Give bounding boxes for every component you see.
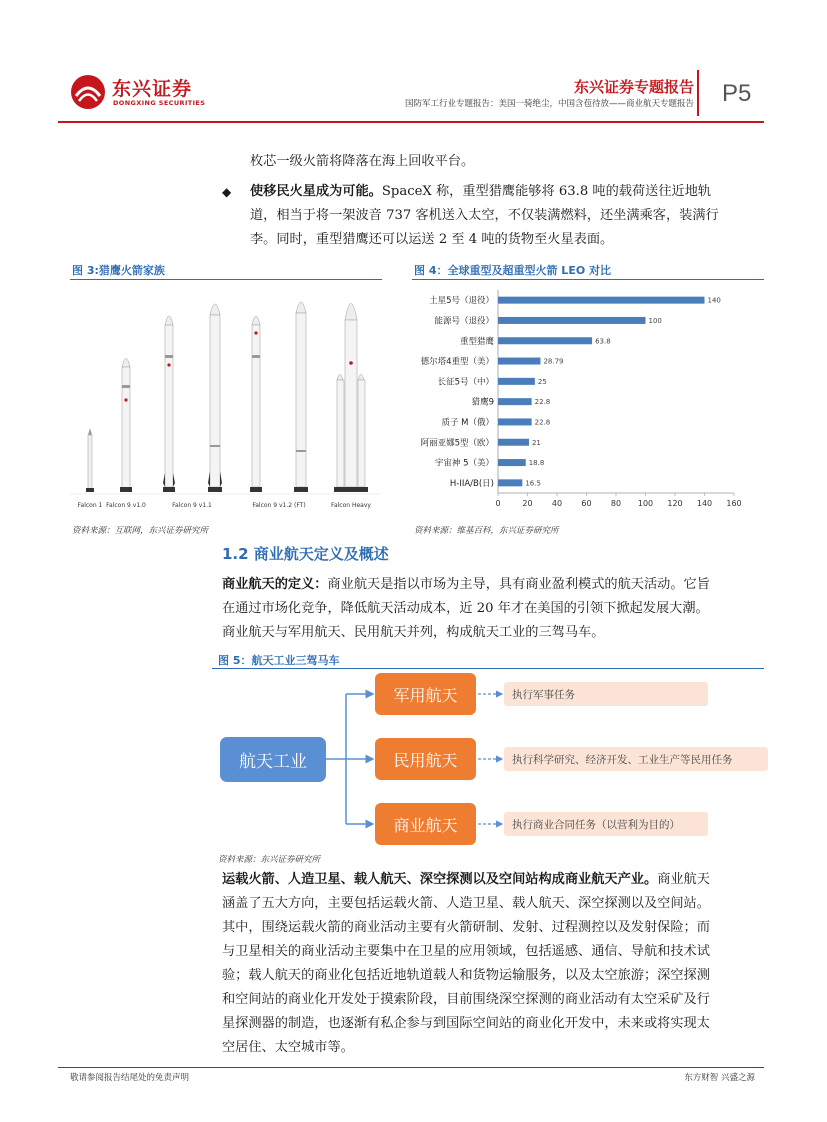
figure4-source: 资料来源：维基百科，东兴证券研究所	[414, 526, 559, 536]
leo-bar	[498, 398, 532, 405]
bar-value-label: 21	[531, 438, 541, 447]
industry-text-1: 商业航天	[657, 872, 710, 887]
x-tick-label: 60	[581, 499, 592, 508]
falcon-family-illustration	[70, 285, 380, 517]
figure5-caption-rule	[212, 668, 764, 669]
aerospace-industry-box: 航天工业	[220, 737, 326, 782]
leo-bar	[498, 317, 646, 324]
x-tick-label: 0	[495, 499, 501, 508]
bar-value-label: 63.8	[595, 337, 611, 346]
category-label: 重型猎鹰	[459, 336, 494, 347]
leo-bar	[498, 479, 522, 486]
x-tick-label: 120	[667, 499, 683, 508]
falcon9-v11-rocket-icon	[163, 304, 222, 492]
company-logo	[70, 72, 300, 122]
commercial-task-desc: 执行商业合同任务（以营利为目的）	[504, 812, 708, 836]
leo-bar-chart	[412, 284, 764, 516]
rocket-label: Falcon Heavy	[331, 502, 371, 509]
definition-line-1	[222, 573, 710, 597]
bullet-line-1	[250, 180, 711, 204]
bar-value-label: 25	[537, 377, 547, 386]
leo-bar	[498, 439, 529, 446]
figure5-caption: 图 5：航天工业三驾马车	[218, 654, 340, 667]
leo-bar	[498, 418, 532, 425]
footer-slogan: 东方财智 兴盛之源	[684, 1073, 755, 1083]
industry-bold: 运载火箭、人造卫星、载人航天、深空探测以及空间站构成商业航天产业。	[222, 872, 658, 887]
category-label: 阿丽亚娜5型（欧）	[420, 438, 494, 449]
bar-value-label: 100	[648, 316, 662, 325]
figure4-caption: 图 4：全球重型及超重型火箭 LEO 对比	[414, 264, 612, 277]
bar-value-label: 22.8	[534, 418, 551, 427]
industry-line-8: 空居住、太空城市等。	[222, 1040, 354, 1055]
logo-text-en: DONGXING SECURITIES	[113, 99, 206, 107]
leo-bar	[498, 378, 535, 385]
intro-line: 枚芯一级火箭将降落在海上回收平台。	[250, 154, 475, 169]
logo-text-cn: 东兴证券	[112, 78, 193, 100]
category-label: 猎鹰9	[471, 397, 494, 408]
report-subtitle: 国防军工行业专题报告：美国一骑绝尘，中国含苞待放——商业航天专题报告	[404, 99, 694, 109]
rocket-label: Falcon 9 v1.1	[172, 502, 212, 509]
x-tick-label: 100	[637, 499, 654, 508]
industry-line-5: 验；载人航天的商业化包括近地轨道载人和货物运输服务，以及太空旅游；深空探测	[222, 968, 710, 983]
industry-line-4: 与卫星相关的商业活动主要集中在卫星的应用领域，包括遥感、通信、导航和技术试	[222, 944, 710, 959]
category-label: 宇宙神 5（美）	[434, 458, 494, 469]
bullet-diamond-icon: ◆	[222, 185, 232, 199]
leo-bar	[498, 358, 540, 365]
industry-line-7: 星探测器的制造，也逐渐有私企参与到国际空间站的商业化开发中，未来或将实现太	[222, 1016, 710, 1031]
bar-value-label: 140	[707, 296, 721, 305]
bar-value-label: 22.8	[534, 398, 551, 407]
bullet-line-2: 道，相当于将一架波音 737 客机送入太空，不仅装满燃料，还坐满乘客，装满行	[250, 208, 719, 223]
x-tick-label: 20	[522, 499, 533, 508]
bar-value-label: 16.5	[525, 479, 541, 488]
leo-bar	[498, 459, 526, 466]
figure3-caption: 图 3:猎鹰火箭家族	[72, 264, 165, 277]
bar-value-label: 18.8	[528, 459, 545, 468]
bar-value-label: 28.79	[543, 357, 564, 366]
category-label: 长征5号（中）	[437, 377, 494, 388]
military-aerospace-box: 军用航天	[375, 673, 476, 715]
x-tick-label: 40	[551, 499, 563, 508]
leo-bar	[498, 337, 592, 344]
civil-aerospace-box: 民用航天	[375, 738, 476, 780]
category-label: 能源号（退役）	[434, 316, 494, 327]
x-tick-label: 140	[696, 499, 713, 508]
logo-emblem-icon	[70, 74, 106, 110]
rocket-label: Falcon 9 v1.2 (FT)	[252, 502, 306, 509]
header-rule	[58, 121, 764, 123]
definition-text-1: 商业航天是指以市场为主导，具有商业盈利模式的航天活动。它旨	[327, 577, 710, 592]
figure4-caption-rule	[412, 279, 764, 280]
section-title: 1.2 商业航天定义及概述	[222, 545, 389, 563]
figure5-source: 资料来源：东兴证券研究所	[218, 855, 321, 865]
aerospace-three-pillars-diagram	[212, 672, 772, 842]
definition-line-2: 在通过市场化竞争，降低航天活动成本，近 20 年才在美国的引领下掀起发展大潮。	[222, 601, 709, 616]
leo-bar	[498, 297, 705, 304]
falcon9-v10-rocket-icon	[120, 359, 132, 493]
rocket-label: Falcon 9 v1.0	[106, 502, 146, 509]
figure3-source: 资料来源：互联网，东兴证券研究所	[72, 526, 209, 536]
bullet-text-1: SpaceX 称，重型猎鹰能够将 63.8 吨的载荷送往近地轨	[381, 184, 712, 199]
industry-line-1	[222, 868, 710, 892]
industry-line-3: 其中，围绕运载火箭的商业活动主要有火箭研制、发射、过程测控以及发射保险；而	[222, 920, 710, 935]
category-label: 质子 M（俄）	[441, 417, 494, 428]
category-label: 德尔塔4重型（美）	[420, 357, 494, 368]
footer-rule	[58, 1067, 764, 1068]
industry-line-6: 和空间站的商业化开发处于摸索阶段，目前围绕深空探测的商业活动有太空采矿及行	[222, 992, 710, 1007]
page-number: P5	[722, 80, 752, 107]
falcon9-v12-rocket-icon	[250, 302, 308, 492]
definition-line-3: 商业航天与军用航天、民用航天并列，构成航天工业的三驾马车。	[222, 625, 605, 640]
military-task-desc: 执行军事任务	[504, 682, 708, 706]
footer-disclaimer: 敬请参阅报告结尾处的免责声明	[70, 1073, 190, 1083]
figure3-caption-rule	[70, 279, 382, 280]
falcon1-rocket-icon	[86, 428, 94, 492]
category-label: 土星5号（退役）	[429, 296, 494, 307]
header-divider	[697, 70, 699, 116]
bullet-line-3: 李。同时，重型猎鹰还可以运送 2 至 4 吨的货物至火星表面。	[250, 232, 614, 247]
report-title: 东兴证券专题报告	[573, 78, 694, 96]
falcon-heavy-rocket-icon	[334, 304, 368, 493]
bullet-bold: 使移民火星成为可能。	[250, 184, 382, 199]
category-label: H-IIA/B(日)	[449, 478, 494, 489]
x-tick-label: 80	[610, 499, 622, 508]
x-tick-label: 160	[726, 499, 742, 508]
civil-task-desc: 执行科学研究、经济开发、工业生产等民用任务	[504, 747, 768, 771]
commercial-aerospace-box: 商业航天	[375, 803, 476, 845]
industry-line-2: 涵盖了五大方向，主要包括运载火箭、人造卫星、载人航天、深空探测以及空间站。	[222, 896, 710, 911]
rocket-label: Falcon 1	[77, 502, 103, 509]
definition-bold: 商业航天的定义：	[222, 577, 328, 592]
